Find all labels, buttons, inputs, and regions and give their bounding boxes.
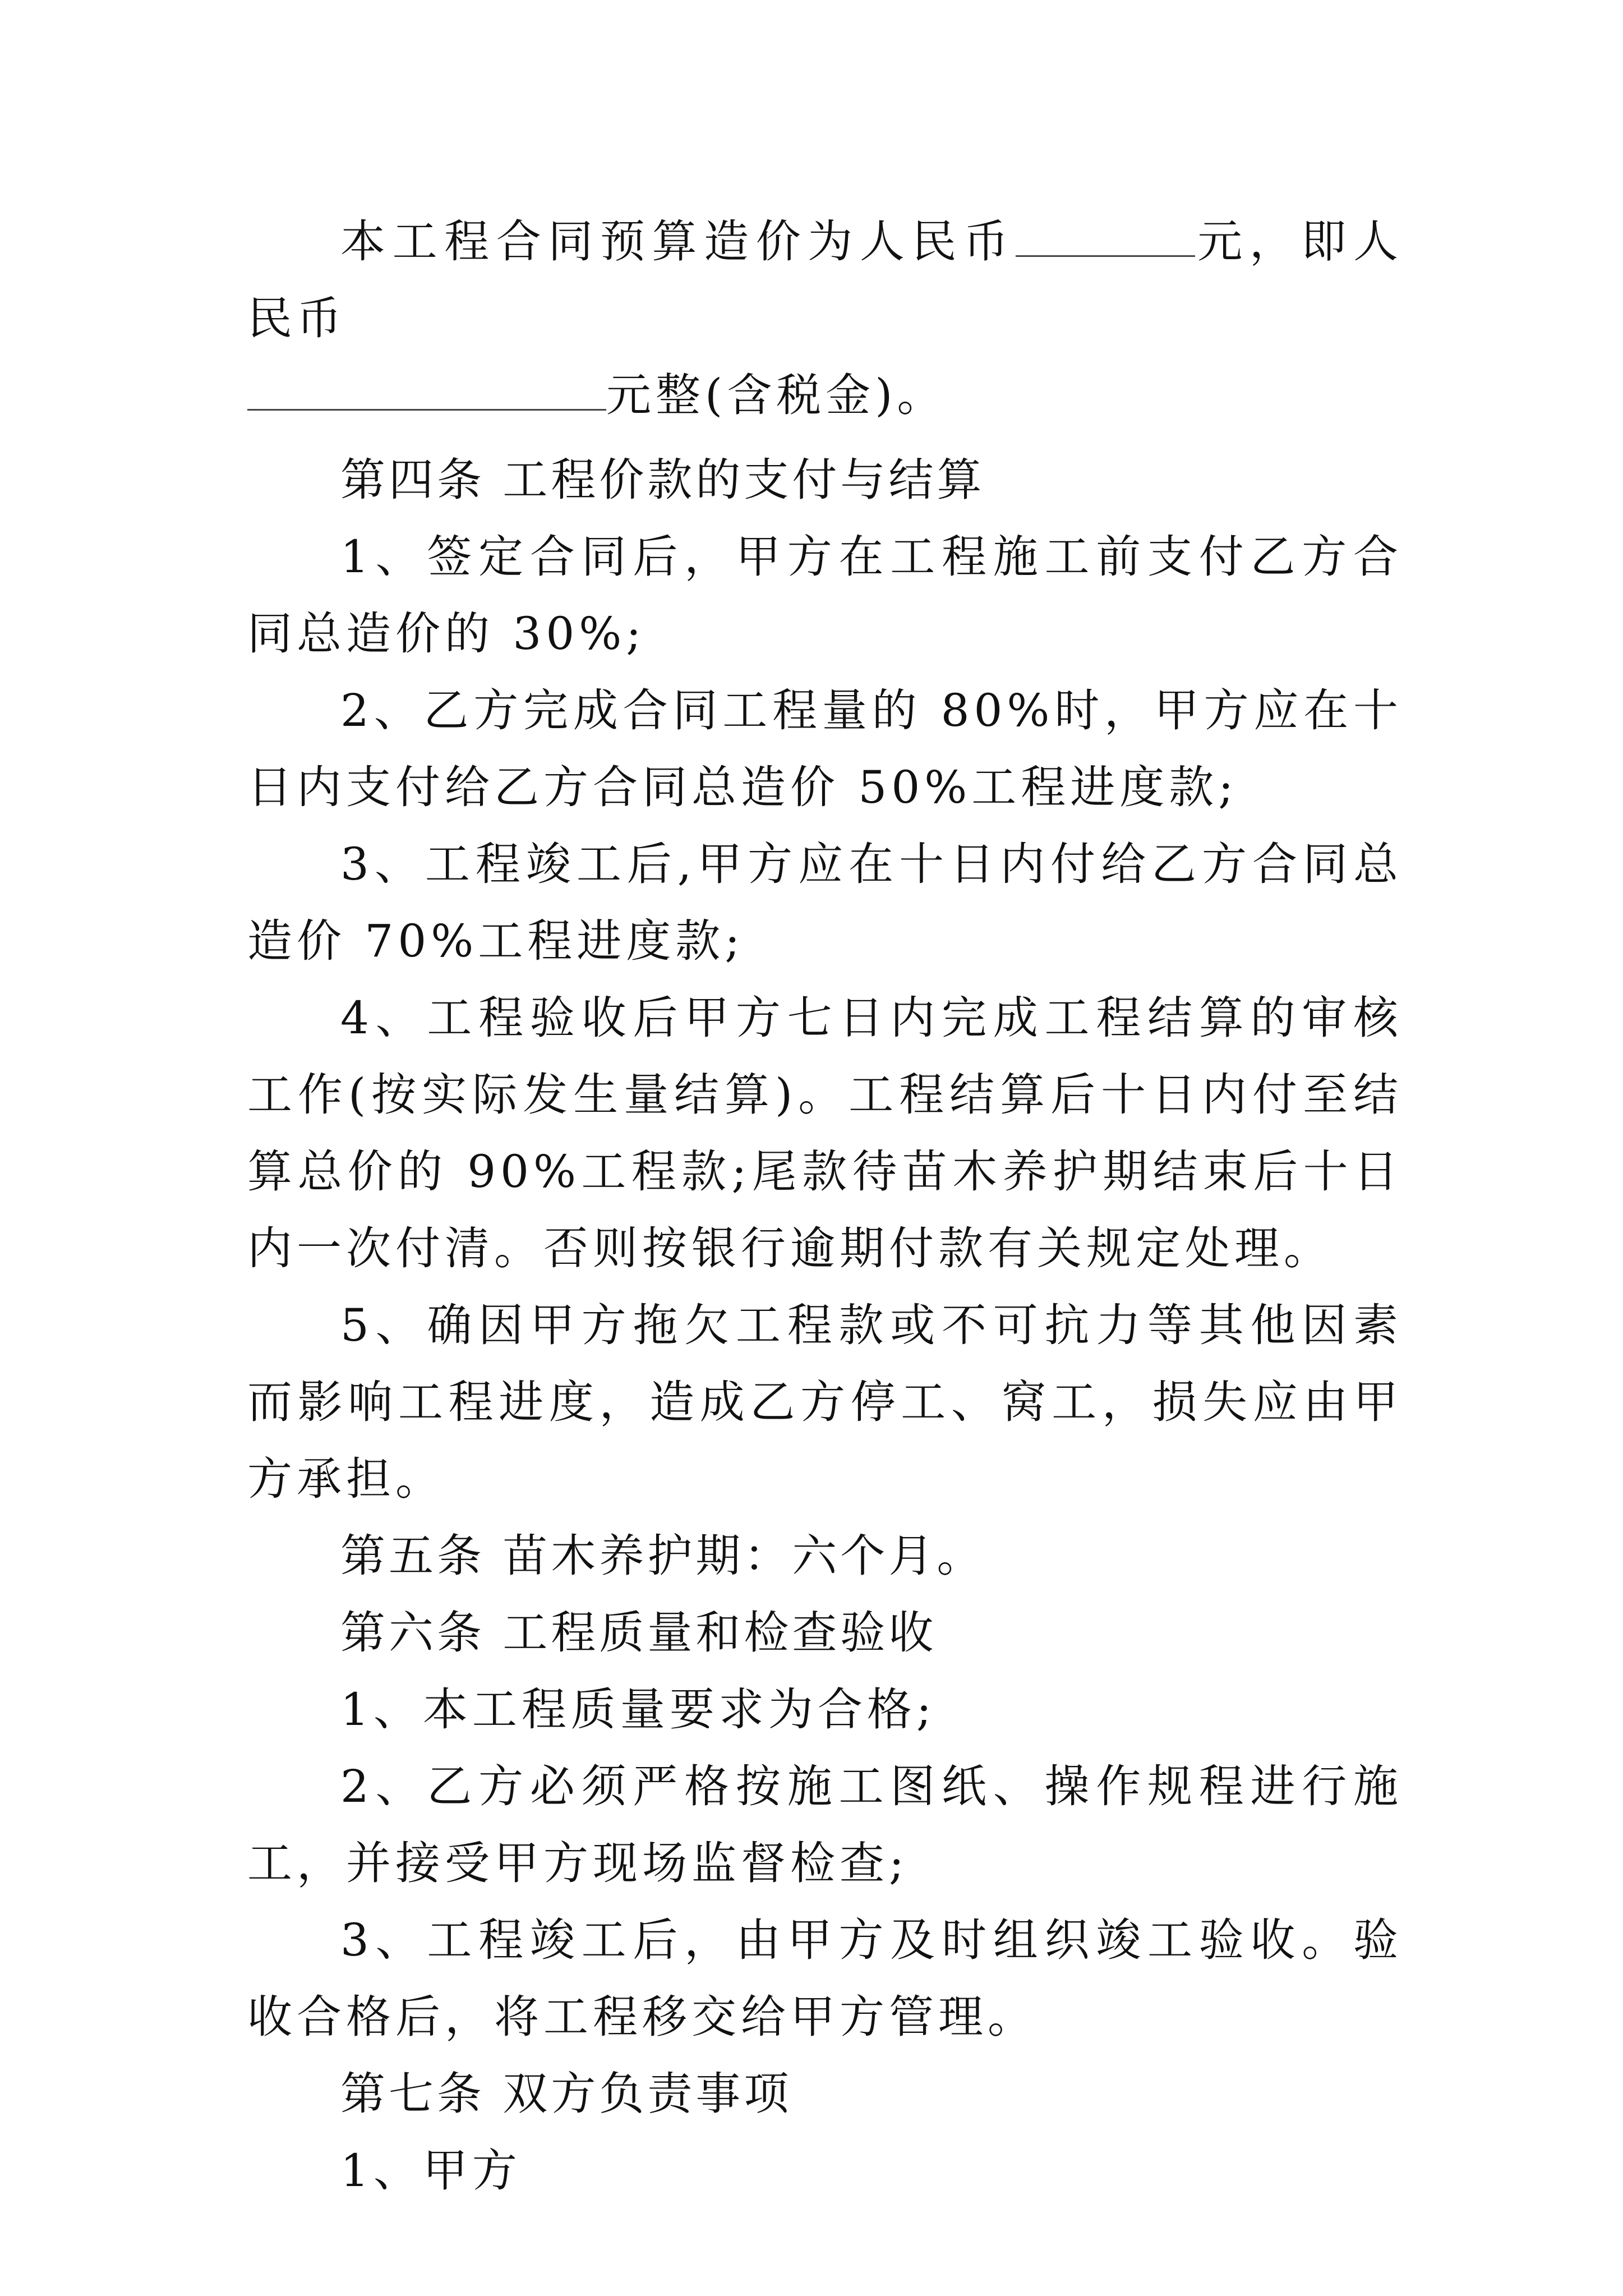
budget-text-1: 本工程合同预算造价为人民币 — [340, 215, 1016, 268]
budget-paragraph — [247, 203, 1403, 434]
article-4-title: 第四条 工程价款的支付与结算 — [340, 454, 985, 506]
article-6-item-1: 1、本工程质量要求为合格; — [340, 1683, 936, 1736]
article-7-title: 第七条 双方负责事项 — [340, 2068, 792, 2120]
article-4-item-2: 2、乙方完成合同工程量的 80%时，甲方应在十日内支付给乙方合同总造价 50%工程进度款; — [247, 684, 1403, 813]
budget-words-blank[interactable] — [247, 370, 606, 411]
article-6-title: 第六条 工程质量和检查验收 — [340, 1607, 937, 1659]
article-6-item-2: 2、乙方必须严格按施工图纸、操作规程进行施工，并接受甲方现场监督检查; — [247, 1760, 1403, 1889]
budget-amount-blank[interactable] — [1016, 216, 1195, 257]
budget-text-2: 元，即人民币 — [247, 215, 1403, 344]
spacer — [247, 434, 1403, 441]
article-4-item-4: 4、工程验收后甲方七日内完成工程结算的审核工作(按实际发生量结算)。工程结算后十日内付至结算总价的 90%工程款;尾款待苗木养护期结束后十日内一次付清。否则按银行逾期付款有关规定处理。 — [247, 992, 1403, 1274]
document-body — [247, 203, 1403, 2209]
budget-line-2 — [247, 357, 1403, 434]
article-4-item-5: 5、确因甲方拖欠工程款或不可抗力等其他因素而影响工程进度，造成乙方停工、窝工，损失应由甲方承担。 — [247, 1299, 1403, 1505]
article-4-item-3: 3、工程竣工后,甲方应在十日内付给乙方合同总造价 70%工程进度款; — [247, 838, 1403, 967]
article-6-item-3: 3、工程竣工后，由甲方及时组织竣工验收。验收合格后，将工程移交给甲方管理。 — [247, 1914, 1403, 2043]
article-7-item-1: 1、甲方 — [340, 2145, 522, 2197]
budget-text-3: 元整(含税金)。 — [606, 369, 947, 421]
article-5-title: 第五条 苗木养护期：六个月。 — [340, 1530, 985, 1582]
article-4-item-1: 1、签定合同后，甲方在工程施工前支付乙方合同总造价的 30%; — [247, 531, 1403, 660]
